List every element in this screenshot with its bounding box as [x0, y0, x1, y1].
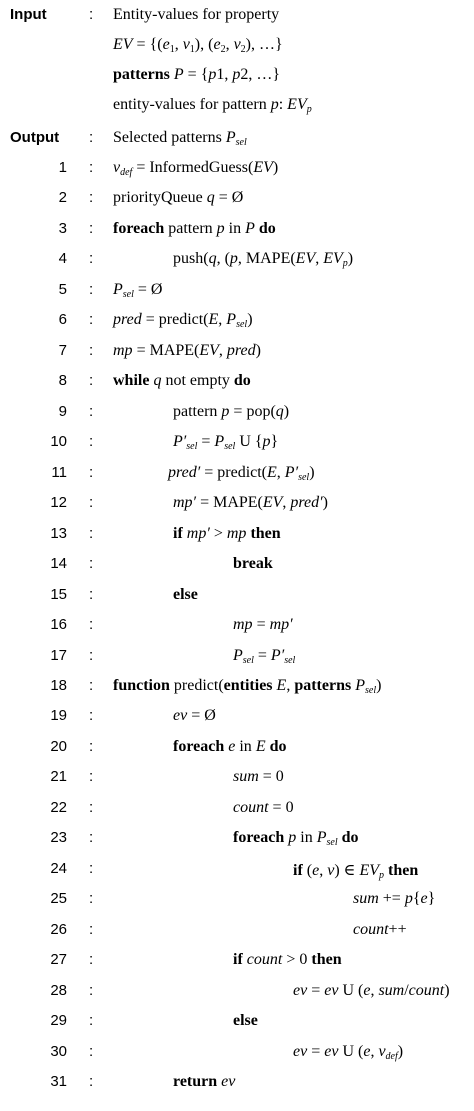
step-code: push(q, (p, MAPE(EV, $EV_p$) — [173, 250, 354, 270]
step-code: while q not empty do — [113, 372, 251, 390]
step-code: $P'_{sel} = P_{sel}$ U {p} — [173, 433, 279, 453]
step-row — [0, 555, 474, 585]
colon: : — [89, 219, 94, 237]
step-row — [0, 220, 474, 250]
step-row — [0, 829, 474, 859]
step-code: if count > 0 then — [233, 951, 342, 969]
colon: : — [89, 311, 94, 329]
step-row — [0, 951, 474, 981]
line-number: 30 — [50, 1042, 67, 1060]
colon: : — [89, 616, 94, 634]
step-row — [0, 189, 474, 219]
input-line-3: patterns P = {p1, p2, …} — [113, 66, 281, 83]
step-row — [0, 982, 474, 1012]
step-row — [0, 586, 474, 616]
input-row — [0, 6, 474, 36]
input-label: Input — [10, 6, 47, 23]
step-code: sum = 0 — [233, 768, 284, 786]
line-number: 7 — [58, 341, 67, 359]
step-row — [0, 1012, 474, 1042]
step-code: else — [173, 585, 198, 603]
colon: : — [89, 676, 94, 694]
input-row — [0, 66, 474, 96]
line-number: 22 — [50, 798, 67, 816]
input-row — [0, 96, 474, 126]
input-line-4: entity-values for pattern p: $EV_p$ — [113, 96, 312, 115]
step-row — [0, 1073, 474, 1103]
step-row — [0, 342, 474, 372]
colon: : — [89, 402, 94, 420]
step-code: priorityQueue q = Ø — [113, 189, 244, 207]
step-row — [0, 464, 474, 494]
step-row — [0, 707, 474, 737]
line-number: 6 — [58, 311, 67, 329]
output-label: Output — [10, 129, 60, 146]
line-number: 10 — [50, 433, 67, 451]
step-code: pattern p = pop(q) — [173, 402, 290, 420]
line-number: 1 — [58, 159, 67, 176]
output-row — [0, 129, 474, 159]
colon: : — [89, 250, 94, 268]
step-code: ev = ev U (e, sum/count) — [293, 981, 450, 999]
line-number: 27 — [50, 951, 67, 969]
step-row — [0, 250, 474, 280]
line-number: 24 — [50, 859, 67, 877]
step-code: if (e, v) ∈ $EV_p$ then — [293, 861, 419, 881]
line-number: 14 — [50, 555, 67, 573]
line-number: 28 — [50, 981, 67, 999]
line-number: 17 — [50, 646, 67, 664]
input-line-1: Entity-values for property — [113, 6, 280, 23]
step-code: ev = Ø — [173, 707, 216, 725]
step-code: else — [233, 1012, 258, 1030]
step-code: pred′ = predict(E, $P'_{sel}$) — [168, 463, 315, 483]
step-row — [0, 647, 474, 677]
colon: : — [89, 494, 94, 512]
step-code: break — [233, 555, 273, 573]
colon: : — [89, 768, 94, 786]
step-code: mp = mp′ — [233, 616, 293, 634]
step-code: return ev — [173, 1073, 236, 1091]
colon: : — [89, 890, 94, 908]
line-number: 25 — [50, 890, 67, 908]
colon: : — [89, 951, 94, 969]
colon: : — [89, 463, 94, 481]
step-row — [0, 768, 474, 798]
step-code: count++ — [353, 920, 407, 938]
step-row — [0, 494, 474, 524]
colon: : — [89, 524, 94, 542]
step-code: count = 0 — [233, 798, 294, 816]
line-number: 12 — [50, 494, 67, 512]
colon: : — [89, 920, 94, 938]
line-number: 2 — [58, 189, 67, 207]
colon: : — [89, 280, 94, 298]
step-row — [0, 860, 474, 890]
step-code: pred = predict(E, $P_{sel}$) — [113, 311, 253, 331]
colon: : — [89, 859, 94, 877]
colon: : — [89, 1042, 94, 1060]
step-code: mp′ = MAPE(EV, pred′) — [173, 494, 328, 512]
input-line-2: EV = {(e1, v1), (e2, v2), …} — [113, 36, 283, 55]
step-code: $P_{sel} = P'_{sel}$ — [233, 646, 296, 666]
line-number: 20 — [50, 737, 67, 755]
colon: : — [89, 189, 94, 207]
colon: : — [89, 1012, 94, 1030]
colon: : — [89, 129, 94, 146]
colon: : — [89, 585, 94, 603]
step-row — [0, 799, 474, 829]
line-number: 18 — [50, 676, 67, 694]
colon: : — [89, 341, 94, 359]
colon: : — [89, 646, 94, 664]
output-text: Selected patterns $P_{sel}$ — [113, 129, 247, 148]
step-row — [0, 616, 474, 646]
step-code: if mp′ > mp then — [173, 524, 281, 542]
colon: : — [89, 707, 94, 725]
line-number: 29 — [50, 1012, 67, 1030]
colon: : — [89, 433, 94, 451]
step-code: sum += p{e} — [353, 890, 436, 908]
step-row — [0, 677, 474, 707]
colon: : — [89, 829, 94, 847]
step-row — [0, 372, 474, 402]
step-row — [0, 890, 474, 920]
line-number: 19 — [50, 707, 67, 725]
colon: : — [89, 159, 94, 176]
line-number: 16 — [50, 616, 67, 634]
line-number: 11 — [51, 463, 67, 481]
line-number: 8 — [58, 372, 67, 390]
step-code: mp = MAPE(EV, pred) — [113, 341, 261, 359]
line-number: 21 — [50, 768, 67, 786]
line-number: 26 — [50, 920, 67, 938]
colon: : — [89, 372, 94, 390]
step-row — [0, 403, 474, 433]
step-code: function predict(entities E, patterns $P_{sel}$) — [113, 676, 382, 696]
colon: : — [89, 798, 94, 816]
line-number: 23 — [50, 829, 67, 847]
colon: : — [89, 555, 94, 573]
step-row — [0, 311, 474, 341]
line-number: 9 — [58, 402, 67, 420]
colon: : — [89, 6, 94, 23]
line-number: 31 — [50, 1073, 67, 1091]
line-number: 5 — [58, 280, 67, 298]
step-row — [0, 525, 474, 555]
colon: : — [89, 981, 94, 999]
input-row — [0, 36, 474, 66]
line-number: 13 — [50, 524, 67, 542]
step-row — [0, 159, 474, 189]
step-row — [0, 921, 474, 951]
colon: : — [89, 1073, 94, 1091]
step-row — [0, 281, 474, 311]
step-row — [0, 433, 474, 463]
step-code: $v_{def}$ = InformedGuess(EV) — [113, 159, 279, 178]
step-row — [0, 738, 474, 768]
step-code: foreach e in E do — [173, 737, 287, 755]
line-number: 4 — [58, 250, 67, 268]
step-code: $P_{sel}$ = Ø — [113, 280, 163, 300]
line-number: 15 — [50, 585, 67, 603]
step-code: foreach pattern p in P do — [113, 219, 276, 237]
line-number: 3 — [58, 219, 67, 237]
step-code: ev = ev U (e, $v_{def}$) — [293, 1042, 404, 1062]
step-row — [0, 1043, 474, 1073]
colon: : — [89, 737, 94, 755]
step-code: foreach p in $P_{sel}$ do — [233, 829, 359, 849]
